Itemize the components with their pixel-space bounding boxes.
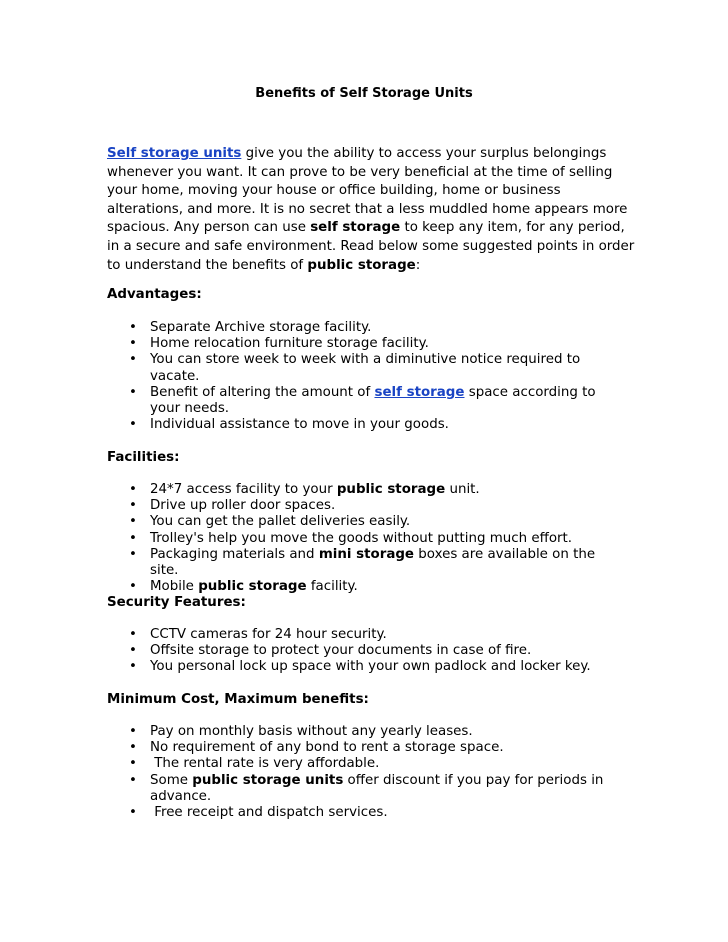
self-storage-units-link[interactable]: Self storage units (107, 146, 242, 161)
bullet-icon: • (129, 756, 137, 772)
list-item: • Packaging materials and mini storage boxes are available on the site. (107, 547, 627, 579)
bullet-icon: • (129, 546, 137, 562)
bullet-icon: • (129, 579, 137, 595)
intro-text-2: to keep any item, for any period, in a secure and safe environment. Read below some suggested points in order to understand the benefits of (107, 220, 635, 273)
list-item: • Some public storage units offer discount if you pay for periods in advance. (107, 773, 627, 805)
list-item: • You personal lock up space with your own padlock and locker key. (107, 659, 627, 675)
facilities-list (107, 482, 627, 595)
list-item: • Offsite storage to protect your documents in case of fire. (107, 643, 627, 659)
bullet-icon: • (129, 336, 137, 352)
bullet-icon: • (129, 384, 137, 400)
bullet-icon: • (129, 805, 137, 821)
intro-bold-self-storage: self storage (310, 220, 401, 236)
cost-heading: Minimum Cost, Maximum benefits: (107, 692, 369, 707)
list-item: • You can get the pallet deliveries easily. (107, 514, 627, 530)
intro-bold-public-storage: public storage (307, 257, 416, 273)
bullet-icon: • (129, 659, 137, 675)
list-item: • CCTV cameras for 24 hour security. (107, 627, 627, 643)
list-item: • Free receipt and dispatch services. (107, 805, 627, 821)
list-item: • Mobile public storage facility. (107, 579, 627, 595)
self-storage-link[interactable]: self storage (374, 384, 465, 400)
facilities-heading: Facilities: (107, 450, 180, 465)
bullet-icon: • (129, 772, 137, 788)
list-item: • Trolley's help you move the goods without putting much effort. (107, 531, 627, 547)
list-item: • Drive up roller door spaces. (107, 498, 627, 514)
advantages-list (107, 320, 627, 433)
list-item: • No requirement of any bond to rent a storage space. (107, 740, 627, 756)
bullet-icon: • (129, 627, 137, 642)
bullet-icon: • (129, 530, 137, 546)
document-title: Benefits of Self Storage Units (255, 86, 473, 101)
cost-list (107, 724, 627, 821)
security-heading: Security Features: (107, 595, 246, 610)
bullet-icon: • (129, 740, 137, 756)
list-item: • Individual assistance to move in your goods. (107, 417, 627, 433)
bullet-icon: • (129, 482, 137, 497)
intro-text-3: : (415, 257, 421, 273)
bullet-icon: • (129, 320, 137, 335)
advantages-heading: Advantages: (107, 287, 202, 302)
bullet-icon: • (129, 643, 137, 659)
list-item: • Separate Archive storage facility. (107, 320, 627, 336)
list-item: • Home relocation furniture storage facility. (107, 336, 627, 352)
bullet-icon: • (129, 498, 137, 514)
list-item: • Pay on monthly basis without any yearly leases. (107, 724, 627, 740)
bullet-icon: • (129, 352, 137, 368)
bullet-icon: • (129, 417, 137, 433)
list-item: • The rental rate is very affordable. (107, 756, 627, 772)
intro-paragraph (107, 145, 637, 275)
list-item: • You can store week to week with a diminutive notice required to vacate. (107, 352, 627, 384)
bullet-icon: • (129, 514, 137, 530)
list-item: • Benefit of altering the amount of self storage space according to your needs. (107, 385, 627, 417)
security-list (107, 627, 627, 676)
bullet-icon: • (129, 724, 137, 739)
intro-text-1: give you the ability to access your surplus belongings whenever you want. It can prove to be very beneficial at the time of selling your home, moving your house or office building, home or business alterations, and more. It is no secret that a less muddled home appears more spacious. Any person can use (107, 146, 628, 236)
list-item: • 24*7 access facility to your public storage unit. (107, 482, 627, 498)
